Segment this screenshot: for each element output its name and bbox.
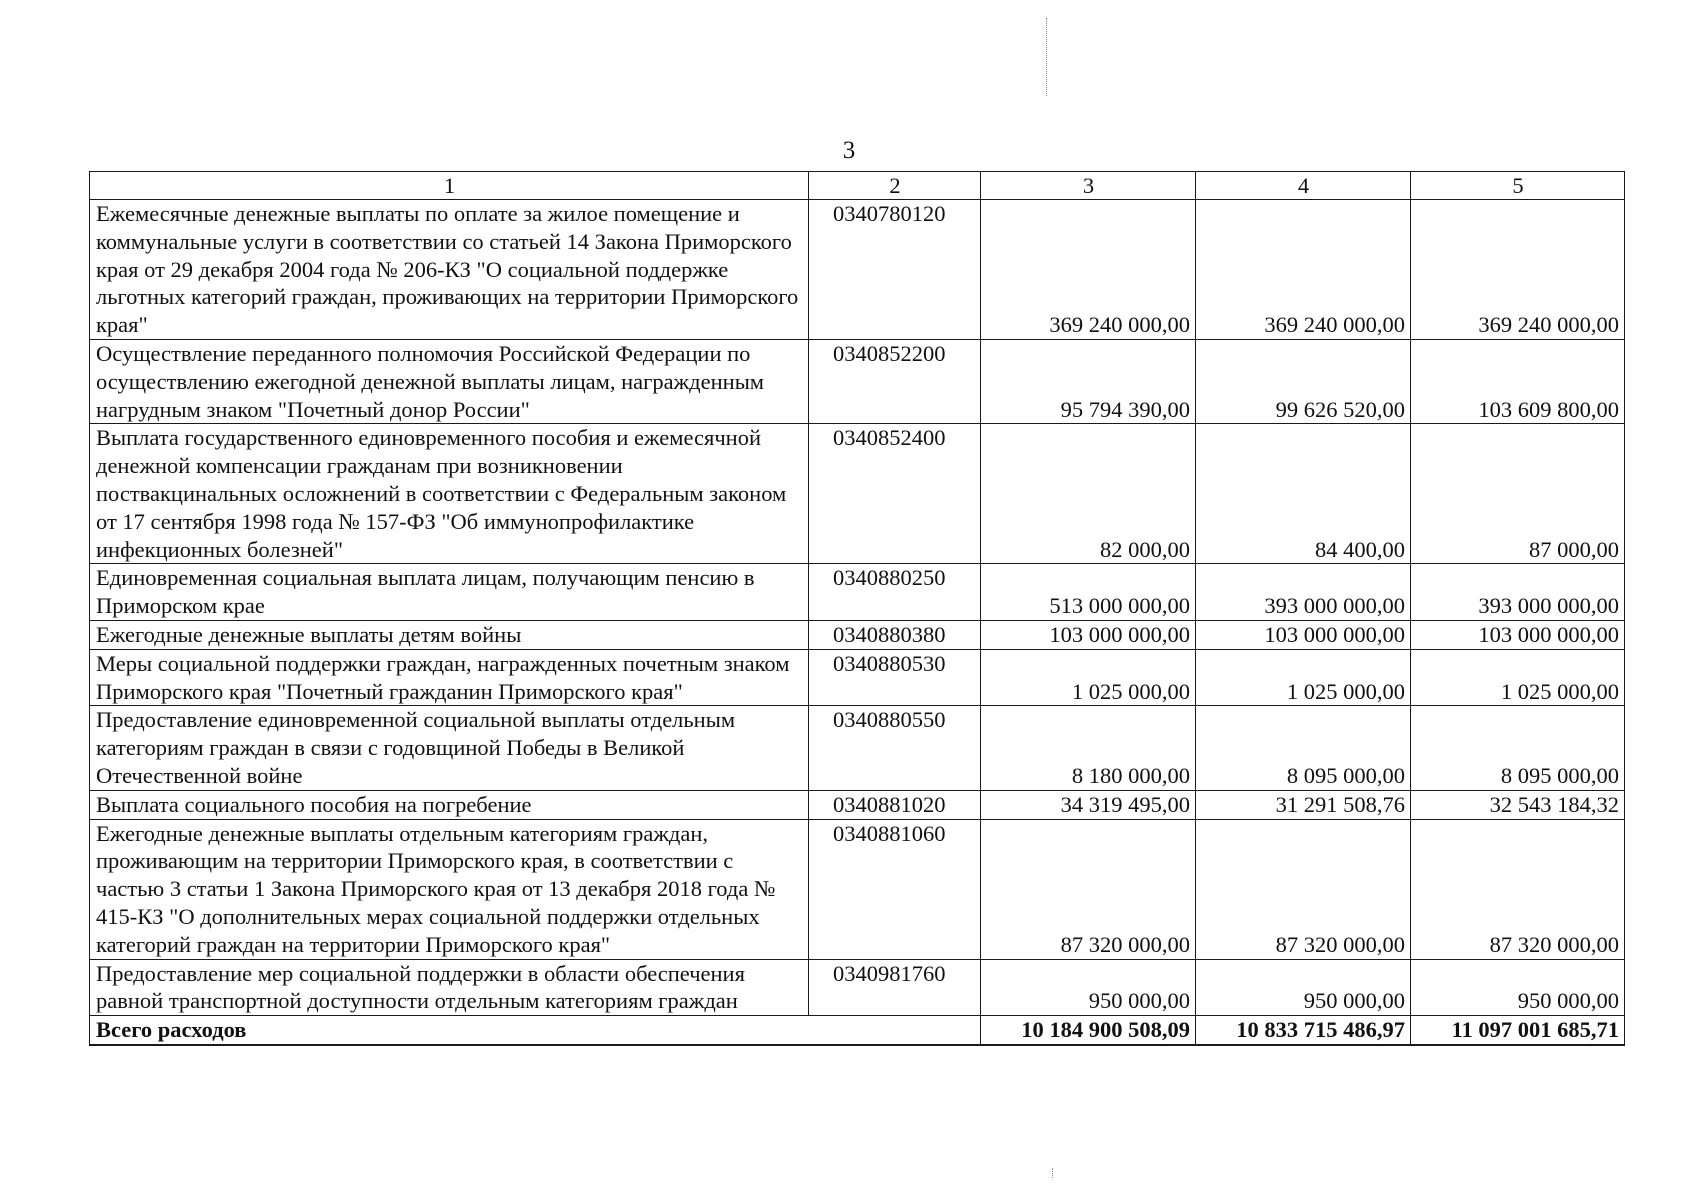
table-row xyxy=(90,649,1625,706)
amount-col3: 369 240 000,00 xyxy=(981,200,1196,340)
amount-col3: 8 180 000,00 xyxy=(981,706,1196,790)
column-header-5: 5 xyxy=(1411,172,1625,200)
budget-code: 0340880530 xyxy=(809,649,981,706)
column-header-4: 4 xyxy=(1196,172,1411,200)
table-row xyxy=(90,706,1625,790)
table-body xyxy=(90,172,1625,1045)
amount-col4: 31 291 508,76 xyxy=(1196,790,1411,819)
page-number: 3 xyxy=(842,137,856,164)
amount-col3: 34 319 495,00 xyxy=(981,790,1196,819)
amount-col3: 95 794 390,00 xyxy=(981,339,1196,423)
expense-name: Единовременная социальная выплата лицам, получающим пенсию в Приморском крае xyxy=(90,564,809,621)
amount-col3: 87 320 000,00 xyxy=(981,819,1196,959)
amount-col4: 99 626 520,00 xyxy=(1196,339,1411,423)
amount-col3: 82 000,00 xyxy=(981,424,1196,564)
table-row xyxy=(90,790,1625,819)
budget-code: 0340880380 xyxy=(809,620,981,649)
amount-col3: 103 000 000,00 xyxy=(981,620,1196,649)
budget-code: 0340881060 xyxy=(809,819,981,959)
expense-name: Ежемесячные денежные выплаты по оплате за жилое помещение и коммунальные услуги в соответствии со статьей 14 Закона Приморского края от 29 декабря 2004 года № 206-КЗ "О социальной поддержке льготных категорий граждан, проживающих на территории Приморского края" xyxy=(90,200,809,340)
expense-name: Выплата государственного единовременного пособия и ежемесячной денежной компенсации гражданам при возникновении поствакцинальных осложнений в соответствии с Федеральным законом от 17 сентября 1998 года № 157-ФЗ "Об иммунопрофилактике инфекционных болезней" xyxy=(90,424,809,564)
budget-code: 0340852400 xyxy=(809,424,981,564)
amount-col4: 369 240 000,00 xyxy=(1196,200,1411,340)
amount-col4: 84 400,00 xyxy=(1196,424,1411,564)
total-col5: 11 097 001 685,71 xyxy=(1411,1016,1625,1045)
column-header-3: 3 xyxy=(981,172,1196,200)
amount-col4: 1 025 000,00 xyxy=(1196,649,1411,706)
budget-code: 0340880550 xyxy=(809,706,981,790)
table-row xyxy=(90,200,1625,340)
amount-col4: 87 320 000,00 xyxy=(1196,819,1411,959)
amount-col4: 393 000 000,00 xyxy=(1196,564,1411,621)
amount-col5: 8 095 000,00 xyxy=(1411,706,1625,790)
table-row xyxy=(90,424,1625,564)
total-label: Всего расходов xyxy=(90,1016,981,1045)
amount-col3: 513 000 000,00 xyxy=(981,564,1196,621)
table-row xyxy=(90,339,1625,423)
expense-name: Ежегодные денежные выплаты детям войны xyxy=(90,620,809,649)
amount-col4: 103 000 000,00 xyxy=(1196,620,1411,649)
amount-col5: 393 000 000,00 xyxy=(1411,564,1625,621)
amount-col4: 950 000,00 xyxy=(1196,959,1411,1016)
amount-col5: 369 240 000,00 xyxy=(1411,200,1625,340)
column-number-row xyxy=(90,172,1625,200)
amount-col5: 32 543 184,32 xyxy=(1411,790,1625,819)
binding-mark-top xyxy=(1046,18,1048,96)
total-col4: 10 833 715 486,97 xyxy=(1196,1016,1411,1045)
budget-code: 0340780120 xyxy=(809,200,981,340)
expense-name: Ежегодные денежные выплаты отдельным категориям граждан, проживающим на территории Приморского края, в соответствии с частью 3 статьи 1 Закона Приморского края от 13 декабря 2018 года № 415-КЗ "О дополнительных мерах социальной поддержки отдельных категорий граждан на территории Приморского края" xyxy=(90,819,809,959)
expense-name: Предоставление единовременной социальной выплаты отдельным категориям граждан в связи с годовщиной Победы в Великой Отечественной войне xyxy=(90,706,809,790)
column-header-1: 1 xyxy=(90,172,809,200)
amount-col3: 950 000,00 xyxy=(981,959,1196,1016)
amount-col4: 8 095 000,00 xyxy=(1196,706,1411,790)
expense-name: Выплата социального пособия на погребение xyxy=(90,790,809,819)
column-header-2: 2 xyxy=(809,172,981,200)
expense-name: Осуществление переданного полномочия Российской Федерации по осуществлению ежегодной денежной выплаты лицам, награжденным нагрудным знаком "Почетный донор России" xyxy=(90,339,809,423)
table-row xyxy=(90,564,1625,621)
table-row xyxy=(90,819,1625,959)
total-col3: 10 184 900 508,09 xyxy=(981,1016,1196,1045)
budget-code: 0340852200 xyxy=(809,339,981,423)
table-row xyxy=(90,959,1625,1016)
budget-code: 0340880250 xyxy=(809,564,981,621)
expense-name: Предоставление мер социальной поддержки в области обеспечения равной транспортной доступности отдельным категориям граждан xyxy=(90,959,809,1016)
amount-col5: 87 000,00 xyxy=(1411,424,1625,564)
budget-code: 0340881020 xyxy=(809,790,981,819)
binding-mark-bottom xyxy=(1052,1168,1054,1178)
budget-code: 0340981760 xyxy=(809,959,981,1016)
amount-col5: 103 609 800,00 xyxy=(1411,339,1625,423)
expenditure-table xyxy=(89,171,1625,1046)
expense-name: Меры социальной поддержки граждан, награжденных почетным знаком Приморского края "Почетный гражданин Приморского края" xyxy=(90,649,809,706)
amount-col3: 1 025 000,00 xyxy=(981,649,1196,706)
amount-col5: 950 000,00 xyxy=(1411,959,1625,1016)
total-row xyxy=(90,1016,1625,1045)
table-row xyxy=(90,620,1625,649)
amount-col5: 103 000 000,00 xyxy=(1411,620,1625,649)
amount-col5: 87 320 000,00 xyxy=(1411,819,1625,959)
amount-col5: 1 025 000,00 xyxy=(1411,649,1625,706)
